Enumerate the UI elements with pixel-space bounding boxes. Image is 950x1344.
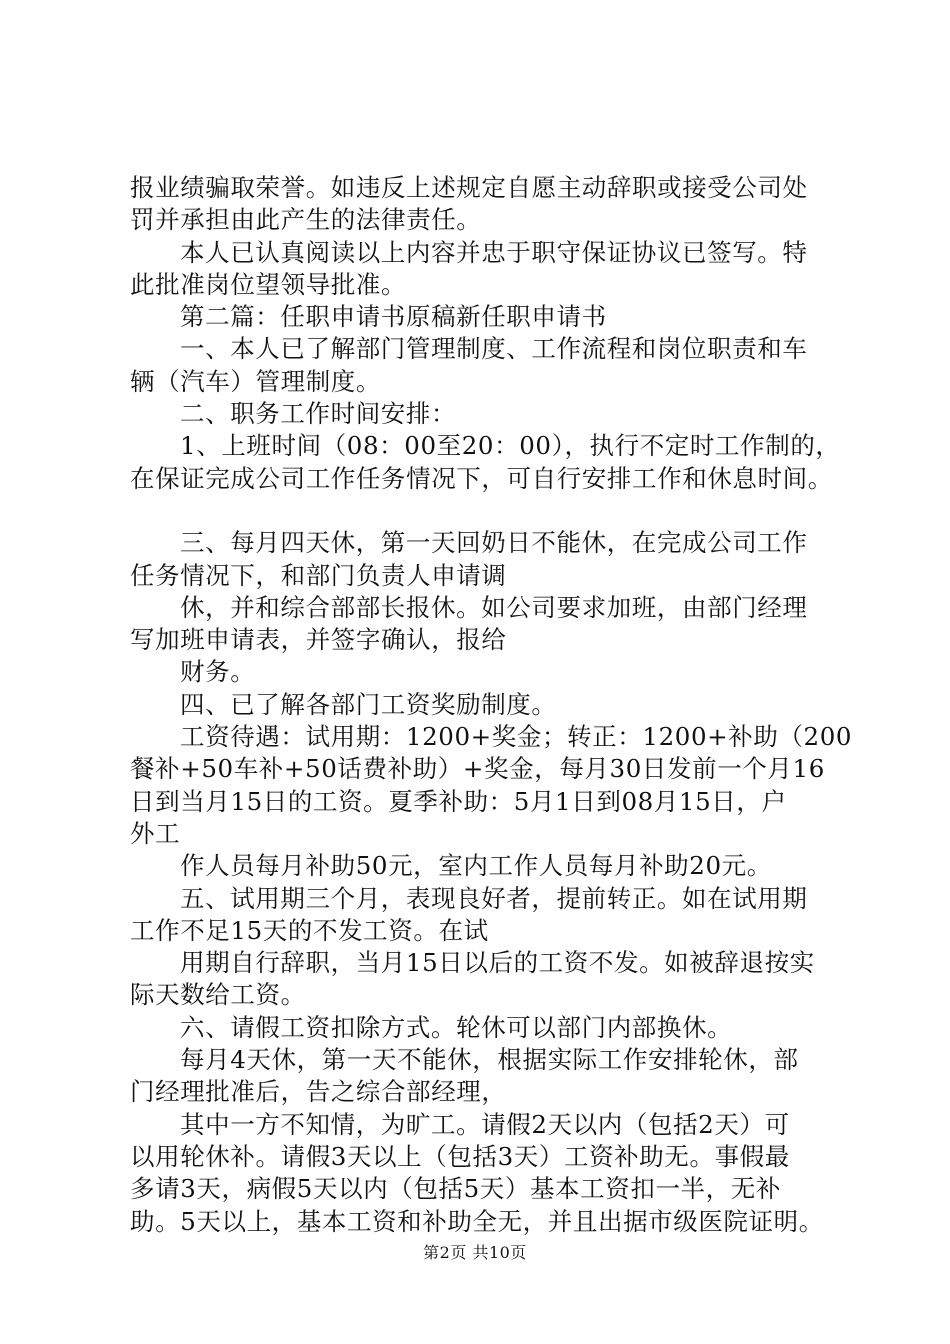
- blank-line: [130, 495, 850, 527]
- text-line: 此批准岗位望领导批准。: [130, 269, 407, 299]
- page-number-footer: 第2页 共10页: [423, 1243, 527, 1262]
- section-heading: 第二篇：任职申请书原稿新任职申请书: [180, 302, 607, 332]
- text-line: 本人已认真阅读以上内容并忠于职守保证协议已签写。特: [180, 237, 808, 267]
- text-line: 报业绩骗取荣誉。如违反上述规定自愿主动辞职或接受公司处: [130, 173, 808, 202]
- text-line: 助。5天以上，基本工资和补助全无，并且出据市级医院证明。: [130, 1206, 824, 1236]
- text-line: 门经理批准后，告之综合部经理，: [130, 1077, 507, 1107]
- document-body: [130, 172, 853, 1238]
- text-line: 财务。: [180, 657, 256, 687]
- text-line: 工资待遇：试用期：1200+奖金；转正：1200+补助（200: [180, 722, 853, 752]
- text-line: 罚并承担由此产生的法律责任。: [130, 205, 482, 235]
- text-line: 三、每月四天休，第一天回奶日不能休，在完成公司工作: [180, 528, 808, 558]
- text-line: 五、试用期三个月，表现良好者，提前转正。如在试用期: [180, 883, 808, 913]
- text-line: 任务情况下，和部门负责人申请调: [130, 560, 507, 590]
- text-line: 用期自行辞职，当月15日以后的工资不发。如被辞退按实: [180, 948, 815, 978]
- text-line: 多请3天，病假5天以内（包括5天）基本工资扣一半，无补: [130, 1174, 781, 1204]
- text-line: 四、已了解各部门工资奖励制度。: [180, 689, 557, 719]
- text-line: 写加班申请表，并签字确认，报给: [130, 625, 507, 655]
- text-line: 日到当月15日的工资。夏季补助：5月1日到08月15日，户: [130, 786, 787, 816]
- text-line: 外工: [130, 818, 181, 848]
- text-line: 每月4天休，第一天不能休，根据实际工作安排轮休，部: [180, 1045, 799, 1075]
- text-line: 六、请假工资扣除方式。轮休可以部门内部换休。: [180, 1012, 733, 1042]
- text-line: 其中一方不知情，为旷工。请假2天以内（包括2天）可: [180, 1109, 790, 1139]
- text-line: 以用轮休补。请假3天以上（包括3天）工资补助无。事假最: [130, 1141, 790, 1171]
- text-line: 作人员每月补助50元，室内工作人员每月补助20元。: [180, 851, 772, 881]
- text-line: 餐补+50车补+50话费补助）+奖金，每月30日发前一个月16: [130, 754, 825, 784]
- text-line: 休，并和综合部部长报休。如公司要求加班，由部门经理: [180, 592, 808, 622]
- text-line: 二、职务工作时间安排：: [180, 399, 457, 429]
- text-line: 辆（汽车）管理制度。: [130, 366, 381, 396]
- text-line: 1、上班时间（08：00至20：00），执行不定时工作制的，: [180, 431, 841, 461]
- text-line: 际天数给工资。: [130, 980, 306, 1010]
- text-line: 在保证完成公司工作任务情况下，可自行安排工作和休息时间。: [130, 463, 833, 493]
- text-line: 工作不足15天的不发工资。在试: [130, 915, 489, 945]
- text-line: 一、本人已了解部门管理制度、工作流程和岗位职责和车: [180, 334, 808, 364]
